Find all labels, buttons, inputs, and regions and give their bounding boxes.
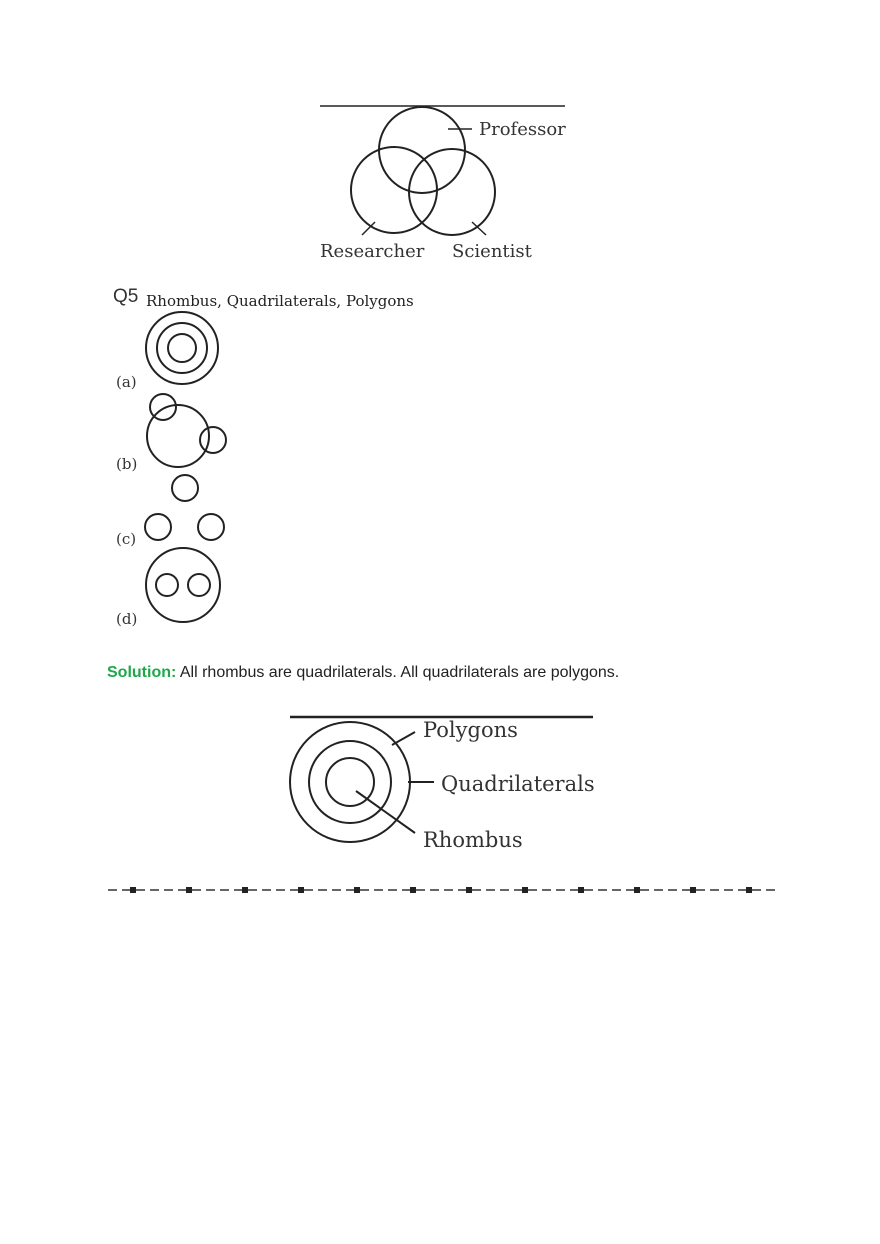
question-text: Rhombus, Quadrilaterals, Polygons <box>146 292 414 310</box>
researcher-label: Researcher <box>320 241 425 262</box>
option-c-circle-left <box>145 514 171 540</box>
option-d-small-circle-left <box>156 574 178 596</box>
option-b-small-circle-top <box>150 394 176 420</box>
divider-marker <box>466 887 472 893</box>
question-number: Q5 <box>113 286 139 307</box>
option-c-label: (c) <box>116 530 137 548</box>
section-divider <box>108 881 776 899</box>
rhombus-pointer <box>356 791 415 833</box>
answer-venn-diagram <box>280 705 610 850</box>
option-b-small-circle-right <box>200 427 226 453</box>
divider-marker <box>354 887 360 893</box>
option-a-diagram <box>140 308 230 388</box>
option-b-label: (b) <box>116 455 138 473</box>
professor-label: Professor <box>479 119 566 140</box>
option-d-label: (d) <box>116 610 138 628</box>
scientist-label: Scientist <box>452 241 532 262</box>
quadrilaterals-circle <box>309 741 391 823</box>
divider-marker <box>242 887 248 893</box>
solution-label: Solution: <box>107 664 177 681</box>
quadrilaterals-label: Quadrilaterals <box>441 772 595 796</box>
divider-marker <box>298 887 304 893</box>
option-a-label: (a) <box>116 373 137 391</box>
option-c-circle-top <box>172 475 198 501</box>
option-d-diagram <box>140 545 230 630</box>
option-b-diagram <box>140 388 235 473</box>
rhombus-label: Rhombus <box>423 828 523 850</box>
polygons-pointer <box>392 732 415 745</box>
venn-diagram-professor-researcher-scientist <box>300 95 590 275</box>
divider-marker <box>410 887 416 893</box>
option-d-large-circle <box>146 548 220 622</box>
divider-marker <box>634 887 640 893</box>
divider-marker <box>130 887 136 893</box>
option-a-middle-circle <box>157 323 207 373</box>
solution-text: All rhombus are quadrilaterals. All quadrilaterals are polygons. <box>176 664 620 681</box>
divider-marker <box>690 887 696 893</box>
option-d-small-circle-right <box>188 574 210 596</box>
polygons-label: Polygons <box>423 718 518 742</box>
option-c-circle-right <box>198 514 224 540</box>
option-a-inner-circle <box>168 334 196 362</box>
divider-marker <box>746 887 752 893</box>
option-c-diagram <box>140 470 235 545</box>
divider-marker <box>186 887 192 893</box>
solution-line <box>107 664 619 682</box>
divider-marker <box>578 887 584 893</box>
divider-marker <box>522 887 528 893</box>
